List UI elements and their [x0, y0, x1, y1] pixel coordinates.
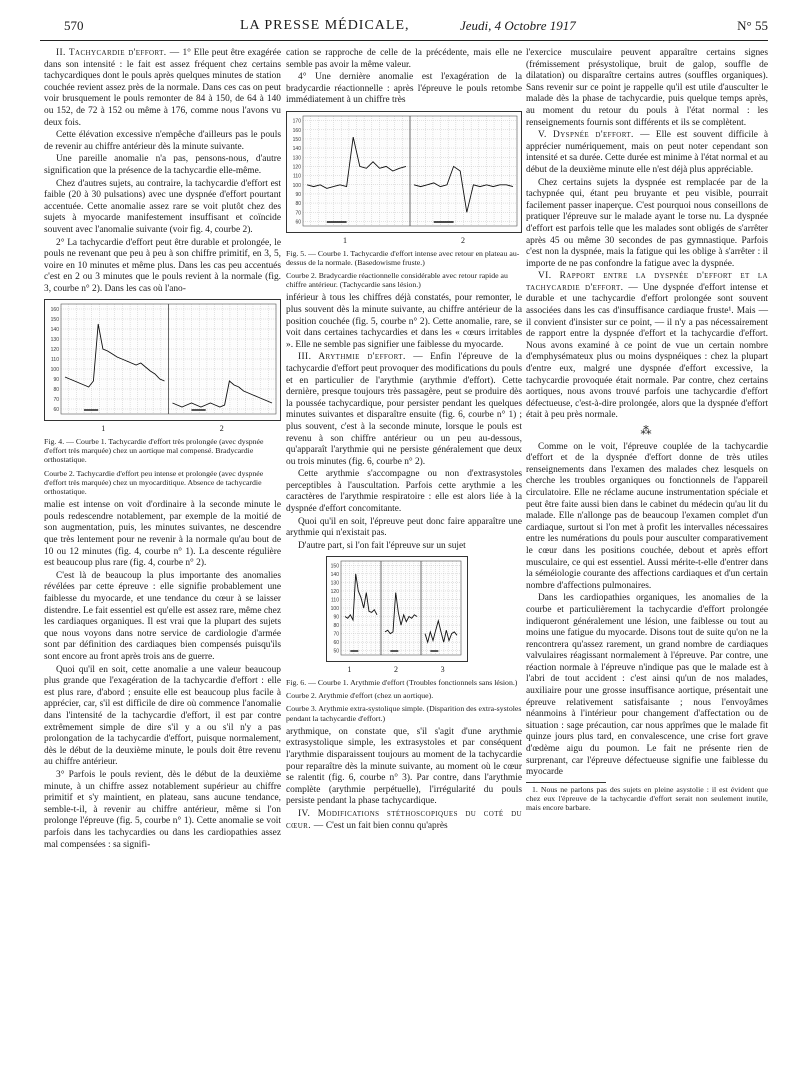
paragraph [286, 352, 522, 468]
page-header [40, 18, 768, 41]
paragraph: l'exercice musculaire peuvent apparaître certains signes (frémissement présystolique, bruit de galop, souffle de dilatation) ou disparaître certains autres (souffles organiques). Sans revenir sur ce point je rappelle qu'il est utile d'ausculter le malade dès la phase de tachycardie, puis quelque temps après, au moment du retour du pouls à l'état normal : les renseignements fournis sont différents et ils se complètent. [526, 48, 768, 128]
y-tick-label: 130 [330, 580, 339, 587]
y-tick-label: 130 [292, 155, 301, 162]
y-tick-label: 140 [292, 146, 301, 153]
figure-4-caption-1: Fig. 4. — Courbe 1. Tachycardie d'effort très prolongée (avec dyspnée d'effort très marquée) chez un aortique mal compensé. Bradycardie orthostatique. [44, 437, 264, 465]
section-separator-stars: ⁂ [640, 425, 654, 437]
figure-4-chart [44, 299, 281, 421]
fig5-svg [287, 112, 521, 232]
figure-6-curve-labels [326, 664, 466, 676]
curve-label: 2 [219, 424, 224, 434]
curve-label: 2 [393, 665, 398, 675]
y-tick-label: 80 [295, 201, 301, 208]
y-tick-label: 150 [292, 136, 301, 143]
paragraph-text: Enfin l'épreuve de la tachycardie d'effort peut provoquer des modifications du pouls et en particulier de l'arythmie (arythmie d'effort). Cette dernière, presque toujours très passagère, peut se produire dès la poussée tachycardique, pour persister pendant les quelques minutes suivantes et disparaître ensuite (fig. 6, courbe n° 1) ; plus souvent, c'est à la seconde minute, lorsque le pouls est revenu à son chiffre antérieur ou un peu au-dessous, qu'apparaît l'arythmie qui ne persiste généralement que deux ou trois minutes (fig. 6, courbe n° 2). [286, 352, 523, 467]
issue-number: N° 55 [737, 18, 768, 33]
y-tick-label: 60 [333, 640, 339, 647]
column-2 [286, 48, 522, 833]
y-tick-label: 110 [293, 173, 301, 180]
paragraph: malie est intense on voit d'ordinaire à la seconde minute le pouls redescendre notablement, par exemple de la moitié de son augmentation, puis, les minutes suivantes, ne descendre que très lentement pour ne revenir à la normale qu'au bout de 10 ou 12 minutes (fig. 4, courbe n° 1). La descente régulière est beaucoup plus rare (fig. 4, courbe n° 2). [44, 500, 281, 569]
y-tick-label: 160 [50, 307, 59, 314]
paragraph: arythmique, on constate que, s'il s'agit d'une arythmie extrasystolique simple, les extrasystoles et par conséquent l'arythmie disparaissent toujours au moment de la tachycardie pour reparaître dès la minute suivante, au moment où le cœur se ralentit (fig. 6, courbe n° 3). Par contre, dans l'arythmie complète (arythmie perpétuelle), l'irrégularité du pouls persiste pendant la phase tachycardique. [286, 726, 522, 807]
paragraph-text: Une dyspnée d'effort intense et durable et une tachycardie d'effort prolongée sont souvent associées dans les cas d'insuffisance cardiaque fruste¹. Mais — il convient d'insister sur ce point, — il n'y a pas nécessairement de rapport entre la dyspnée d'effort et la tachycardie d'effort. Nous avons examiné à ce point de vue un certain nombre d'emphysémateux plus ou moins dyspnéiques : chez la plupart d'entre eux, malgré une dyspnée d'effort excessive, la tachycardie provoquée était normale. Par contre, chez certains aortiques, nous avons trouvé parfois une tachycardie d'effort défectueuse, c'est-à-dire prolongée, alors que la dyspnée d'effort était à peu près normale. [526, 282, 769, 421]
y-tick-label: 140 [330, 572, 339, 579]
y-tick-label: 70 [295, 210, 301, 217]
paragraph: Chez d'autres sujets, au contraire, la tachycardie d'effort est faible (20 à 30 pulsations) avec une dyspnée d'effort pourtant accentuée. Cette anomalie assez rare se voit plutôt chez des sujets à myocarde manifestement insuffisant et coïncide souvent avec l'anomalie suivante (voir fig. 4, courbe 2). [44, 178, 281, 235]
series-line-1 [345, 574, 377, 620]
figure-6-caption-3: Courbe 3. Arythmie extra-systolique simple. (Disparition des extra-systoles pendant la tachycardie d'effort.) [286, 704, 522, 723]
paragraph-text: C'est un fait bien connu qu'après [325, 820, 448, 831]
series-line-2 [414, 166, 513, 212]
paragraph: Quoi qu'il en soit, l'épreuve peut donc faire apparaître une arythmie qui n'existait pas. [286, 516, 522, 539]
curve-label: 1 [347, 665, 352, 675]
y-tick-label: 100 [50, 367, 59, 374]
y-tick-label: 150 [50, 317, 59, 324]
paragraph: Dans les cardiopathies organiques, les anomalies de la courbe et particulièrement la tachycardie d'effort prolongée indiqueront généralement une lésion, une faiblesse ou tout au moins une fatigue du myocarde. Disons tout de suite qu'on ne la rencontrera qu'assez rarement, un grand nombre de cardiaques valvulaires réagissant normalement à l'épreuve. Par contre, une réaction normale à l'épreuve n'indique pas que le malade est à l'abri de tout accident : c'est ainsi qu'un de nos malades, auxiliaire pour une grosse insuffisance aortique, présentait une épreuve relativement satisfaisante ; nous l'envoyâmes néanmoins à l'intérieur pour changement d'affectation ou de situation : sage précaution, car nous apprîmes que le malade fit quinze jours plus tard, en convalescence, une crise fort grave d'œdème aigu du poumon. Le fait ne présente rien de surprenant, car l'épreuve défectueuse signifie une faiblesse du myocarde [526, 593, 768, 778]
figure-6-caption-2: Courbe 2. Arythmie d'effort (chez un aortique). [286, 691, 434, 701]
paragraph [44, 48, 281, 129]
y-tick-label: 120 [292, 164, 301, 171]
paragraph: cation se rapproche de celle de la précédente, mais elle ne semble pas avoir la même valeur. [286, 48, 522, 70]
figure-5-caption-1: Fig. 5. — Courbe 1. Tachycardie d'effort intense avec retour en plateau au-dessus de la normale. (Basedowisme fruste.) [286, 248, 520, 267]
y-tick-label: 90 [333, 614, 339, 621]
y-tick-label: 130 [50, 337, 59, 344]
page-number: 570 [64, 18, 84, 33]
y-tick-label: 80 [333, 623, 339, 630]
fig4-svg [45, 300, 280, 420]
section-heading: IV. Modifications stéthoscopiques du coté du cœur. — [286, 809, 522, 831]
series-line-1 [65, 324, 165, 387]
y-tick-label: 60 [295, 219, 301, 226]
paragraph: C'est là de beaucoup la plus importante des anomalies révélées par cette épreuve : elle signifie probablement une faiblesse du myocarde, et une tendance du cœur à se laisser distendre. Le fait essentiel est qu'elle est assez rare, même chez les cardiaques organiques. Il est vrai que la plupart des sujets que nous voyons dans notre service de cardiologie d'armée sont par définition des cardiaques bien compensés puisqu'ils sont encore au front après trois ans de guerre. [44, 570, 281, 662]
paragraph-text: Elle est souvent difficile à apprécier numériquement, mais on peut noter cependant son intensité et sa durée. Cette durée est minime à l'état normal et au début de la deuxième minute elle n'est déjà plus appréciable. [526, 130, 768, 175]
figure-4-curve-labels [44, 423, 281, 435]
paragraph [286, 809, 522, 832]
section-heading: II. Tachycardie d'effort. — [56, 48, 180, 58]
journal-title: LA PRESSE MÉDICALE, [240, 18, 410, 33]
paragraph [526, 130, 768, 176]
column-3 [526, 48, 768, 812]
y-tick-label: 170 [292, 118, 301, 125]
y-tick-label: 70 [53, 397, 59, 404]
paragraph: inférieur à tous les chiffres déjà constatés, pour remonter, le plus souvent dès la minute suivante, au chiffre antérieur de la position couchée (fig. 5, courbe n° 2). Cette anomalie, rare, se voit dans certaines tachycardies et dans les « cœurs irritables ». Elle ne semble pas signifier une faiblesse du myocarde. [286, 293, 522, 350]
paragraph: 4° Une dernière anomalie est l'exagération de la bradycardie réactionnelle : après l'épreuve le pouls retombe immédiatement à un chiffre très [286, 72, 522, 106]
paragraph: Cette élévation excessive n'empêche d'ailleurs pas le pouls de revenir au chiffre antérieur dès la minute suivante. [44, 130, 281, 152]
y-tick-label: 50 [333, 649, 339, 656]
y-tick-label: 160 [292, 127, 301, 134]
y-tick-label: 60 [53, 407, 59, 414]
figure-5-caption-2: Courbe 2. Bradycardie réactionnelle considérable avec retour rapide au chiffre antérieur. (Tachycardie sans lésion.) [286, 270, 508, 290]
y-tick-label: 140 [50, 327, 59, 334]
figure-5-chart [286, 111, 522, 233]
paragraph-text: 1° Elle peut être exagérée dans son intensité : le fait est assez fréquent chez certains tachycardiques dont le pouls après quelques minutes de station couchée revient assez près de la normale. Dans ces cas on peut voir brusquement le pouls remonter de 84 à 150, de 64 à 140 ou 152, de 72 à 152 ou même à 176, comme nous l'avons vu deux fois. [44, 48, 282, 128]
issue-date: Jeudi, 4 Octobre 1917 [460, 18, 576, 33]
paragraph: Une pareille anomalie n'a pas, pensons-nous, d'autre signification que la présence de la tachycardie elle-même. [44, 154, 281, 176]
y-tick-label: 100 [292, 182, 301, 189]
curve-label: 1 [343, 235, 347, 245]
fig6-svg [327, 557, 465, 661]
column-1 [44, 48, 281, 852]
footnote: 1. Nous ne parlons pas des sujets en pleine asystolie : il est évident que chez eux l'épreuve de la tachycardie d'effort serait non seulement inutile, mais encore barbare. [526, 784, 768, 813]
figure-6-chart [326, 556, 468, 662]
paragraph: D'autre part, si l'on fait l'épreuve sur un sujet [298, 540, 466, 551]
y-tick-label: 110 [331, 597, 339, 604]
y-tick-label: 70 [333, 632, 339, 639]
y-tick-label: 120 [330, 589, 339, 596]
figure-6-caption-1: Fig. 6. — Courbe 1. Arythmie d'effort (Troubles fonctionnels sans lésion.) [286, 678, 518, 688]
footnote-rule [526, 782, 606, 783]
curve-label: 3 [440, 665, 445, 675]
paragraph [526, 271, 768, 422]
figure-4-caption-2: Courbe 2. Tachycardie d'effort peu intense et prolongée (avec dyspnée d'effort très marquée) chez un myocarditique. Absence de tachycardie orthostatique. [44, 468, 264, 497]
paragraph: Comme on le voit, l'épreuve couplée de la tachycardie d'effort et de la dyspnée d'effort donne de très utiles renseignements dans l'examen des malades chez lesquels on cherche les troubles organiques ou fonctionnels de l'appareil circulatoire. Elle ne réclame aucune instrumentation spéciale et peut être faite aussi bien dans le cabinet du médecin qu'au lit du malade. Elle n'allonge pas de beaucoup l'examen complet d'un cardiaque, surtout si l'on met à profit les intervalles nécessaires entre les numérations du pouls pour ausculter comparativement le cœur dans les positions couchée, debout et après effort musculaire, ce qui est essentiel. Aussi mérite-t-elle d'entrer dans la séméiologie courante des affections cardiaques et d'un certain nombre d'affections pulmonaires. [526, 441, 768, 591]
section-heading: VI. Rapport entre la dyspnée d'effort et la tachycardie d'effort. — [526, 271, 768, 293]
y-tick-label: 120 [50, 347, 59, 354]
paragraph: Chez certains sujets la dyspnée est remplacée par de la tachypnée qui, étant peu bruyante et peu visible, pourrait facilement passer inaperçue. C'est pourquoi nous conseillons de pratiquer l'épreuve sur le malade ayant le torse nu. La dyspnée d'effort est parfois telle que les malades sont obligés de s'arrêter après 45 ou même 30 secondes de pas gymnastique. Parfois c'est non la dyspnée, mais la fatigue qui les oblige à s'arrêter : il importe de ne pas confondre la fatigue avec la dyspnée. [526, 177, 768, 269]
y-tick-label: 90 [295, 191, 301, 198]
paragraph: 3° Parfois le pouls revient, dès le début de la deuxième minute, à un chiffre assez notablement supérieur au chiffre primitif et s'y maintient, en plateau, sans aucune tendance, semble-t-il, à revenir au chiffre antérieur, même si l'on prolonge l'épreuve (fig. 5, courbe n° 1). Cette anomalie se voit parfois dans les tachycardies ou dans les cardiopathies assez mal compensées : sa signifi- [44, 769, 281, 850]
y-tick-label: 150 [330, 563, 339, 570]
y-tick-label: 100 [330, 606, 339, 613]
series-line-3 [425, 621, 457, 642]
paragraph: Quoi qu'il en soit, cette anomalie a une valeur beaucoup plus grande que l'exagération de la tachycardie d'effort : elle est plus rare, d'abord ; ensuite elle est beaucoup plus facile à apprécier, car, s'il est difficile de dire où commence l'anomalie dans l'intensité de la tachycardie d'effort, il est par contre extrêmement simple de dire s'il y a ou s'il n'y a pas prolongation de la tachycardie d'effort, puisque normalement, dès le début de la deuxième minute, le pouls doit être revenu au chiffre antérieur. [44, 664, 281, 768]
paragraph: Cette arythmie s'accompagne ou non d'extrasystoles perceptibles à l'auscultation. Parfois cette arythmie a les caractères de l'arythmie respiratoire : elle est alors liée à la dyspnée d'effort concomitante. [286, 469, 522, 515]
curve-label: 2 [461, 235, 465, 245]
y-tick-label: 80 [53, 387, 59, 394]
figure-5-curve-labels [286, 235, 522, 247]
y-tick-label: 110 [51, 357, 59, 364]
y-tick-label: 90 [53, 377, 59, 384]
section-heading: III. Arythmie d'effort. — [298, 352, 424, 363]
paragraph: 2° La tachycardie d'effort peut être durable et prolongée, le pouls ne revenant que peu à peu à son chiffre primitif, en 3, 5, voire en 10 minutes et même plus. Dans les cas peu accentués c'est en 2 ou 3 minutes que le pouls revient à la normale (fig. 3, courbe n° 2). Dans les cas où l'ano- [44, 237, 281, 294]
section-heading: V. Dyspnée d'effort. — [538, 130, 650, 141]
curve-label: 1 [101, 424, 106, 434]
